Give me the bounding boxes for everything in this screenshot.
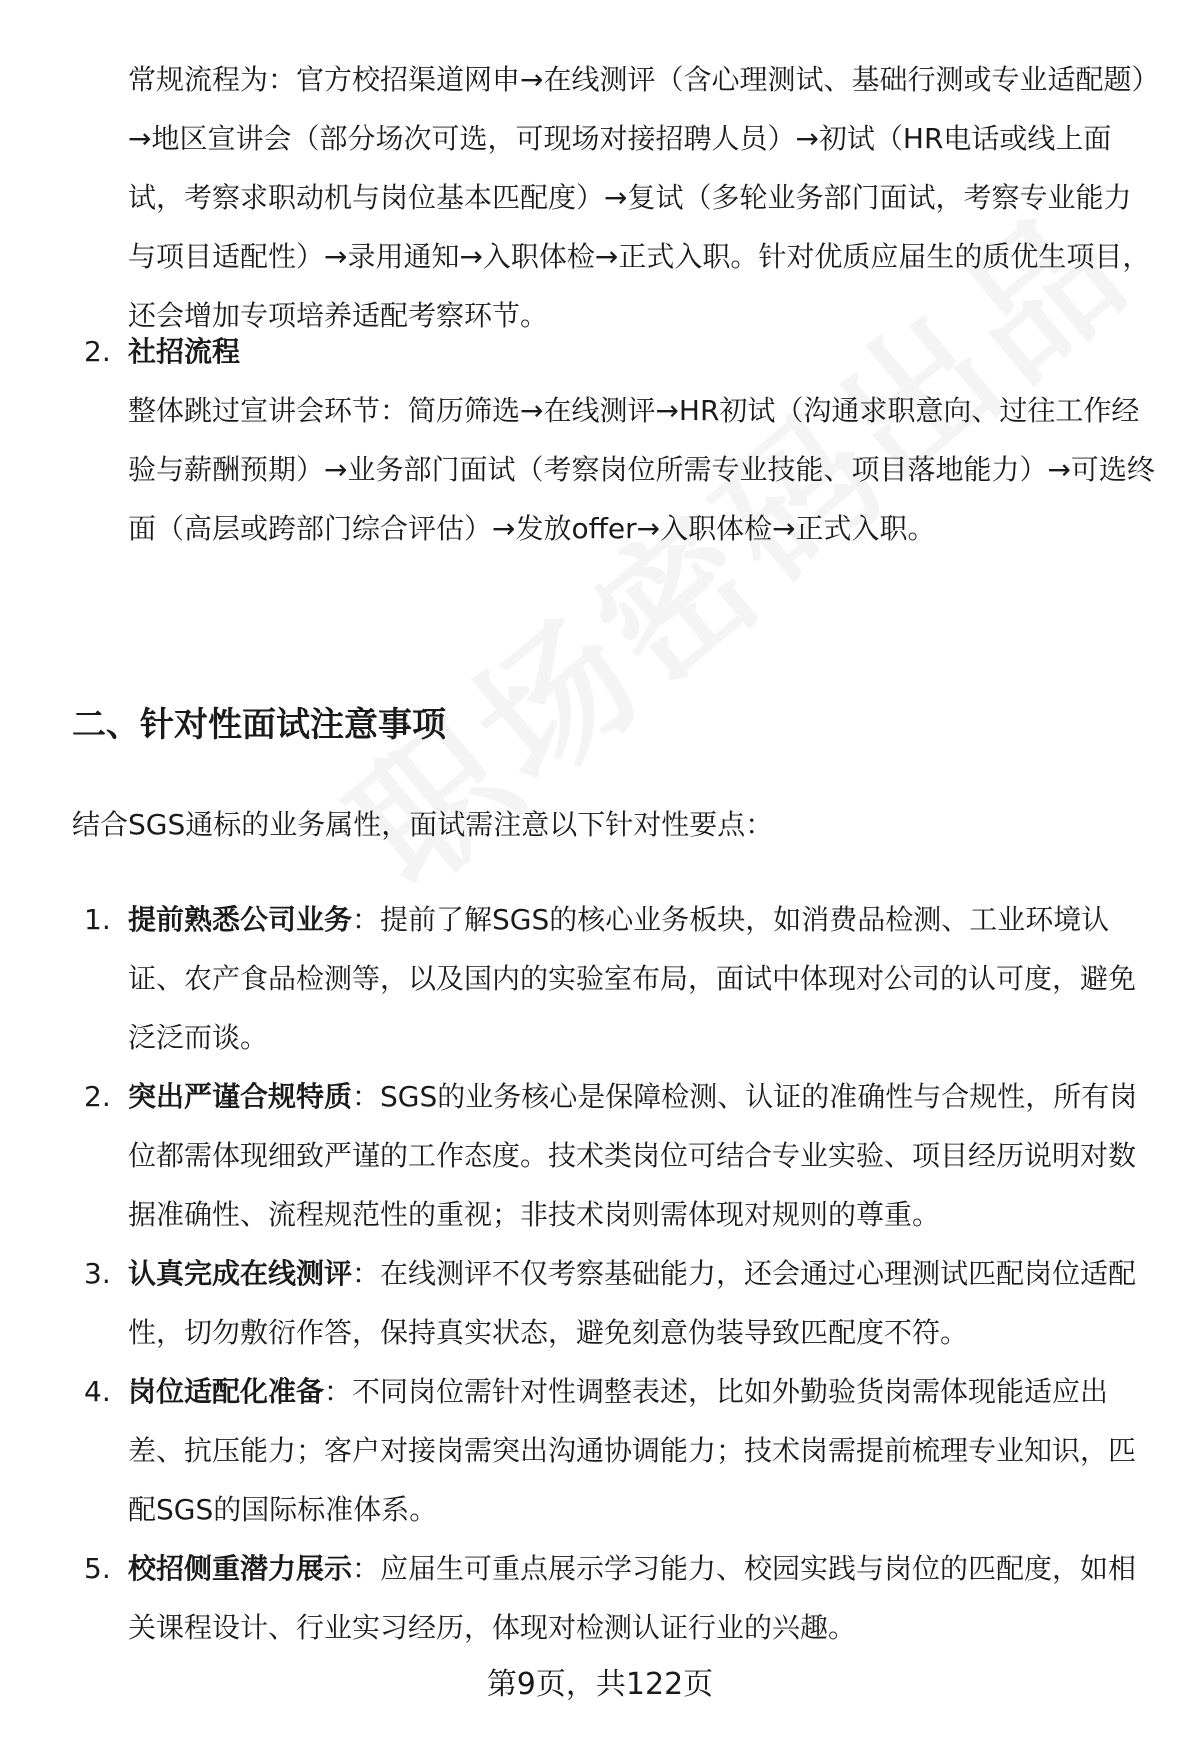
list-item-title: 提前熟悉公司业务 <box>128 903 353 936</box>
list-body <box>128 1244 1158 1362</box>
list-item-text: ：提前了解SGS的核心业务板块，如消费品检测、工业环境认证、农产食品检测等，以及国内的实验室布局，面试中体现对公司的认可度，避免泛泛而谈。 <box>128 903 1137 1054</box>
list-item-title: 岗位适配化准备 <box>128 1375 325 1408</box>
list-item-text: ：SGS的业务核心是保障检测、认证的准确性与合规性，所有岗位都需体现细致严谨的工作态度。技术类岗位可结合专业实验、项目经历说明对数据准确性、流程规范性的重视；非技术岗则需体现对规则的尊重。 <box>128 1080 1138 1231</box>
section-heading: 二、针对性面试注意事项 <box>72 705 446 745</box>
process-paragraph-campus: 常规流程为：官方校招渠道网申→在线测评（含心理测试、基础行测或专业适配题）→地区宣讲会（部分场次可选，可现场对接招聘人员）→初试（HR电话或线上面试，考察求职动机与岗位基本匹配度）→复试（多轮业务部门面试，考察专业能力与项目适配性）→录用通知→入职体检→正式入职。针对优质应届生的质优生项目，还会增加专项培养适配考察环节。 <box>128 63 1151 332</box>
list-body <box>128 1539 1158 1657</box>
list-item-title: 突出严谨合规特质 <box>128 1080 353 1113</box>
list-item-title: 社招流程 <box>128 335 241 368</box>
list-body <box>128 1067 1158 1244</box>
list-number: 4. <box>84 1375 111 1408</box>
list-item-title: 校招侧重潜力展示 <box>128 1552 353 1585</box>
page-number: 第9页，共122页 <box>486 1667 714 1702</box>
list-number: 2. <box>84 1080 111 1113</box>
list-body <box>128 1362 1158 1539</box>
list-number: 3. <box>84 1257 111 1290</box>
list-number: 2. <box>84 335 111 368</box>
section-intro: 结合SGS通标的业务属性，面试需注意以下针对性要点： <box>72 808 774 841</box>
list-item-text: ：不同岗位需针对性调整表述，比如外勤验货岗需体现能适应出差、抗压能力；客户对接岗需突出沟通协调能力；技术岗需提前梳理专业知识，匹配SGS的国际标准体系。 <box>128 1375 1137 1526</box>
list-body <box>128 890 1158 1067</box>
list-item-text: ：在线测评不仅考察基础能力，还会通过心理测试匹配岗位适配性，切勿敷衍作答，保持真实状态，避免刻意伪装导致匹配度不符。 <box>128 1257 1137 1349</box>
list-number: 5. <box>84 1552 111 1585</box>
list-item-text: ：应届生可重点展示学习能力、校园实践与岗位的匹配度，如相关课程设计、行业实习经历，体现对检测认证行业的兴趣。 <box>128 1552 1137 1644</box>
list-item-title: 认真完成在线测评 <box>128 1257 353 1290</box>
list-number: 1. <box>84 903 111 936</box>
list-item-text: 整体跳过宣讲会环节：简历筛选→在线测评→HR初试（沟通求职意向、过往工作经验与薪酬预期）→业务部门面试（考察岗位所需专业技能、项目落地能力）→可选终面（高层或跨部门综合评估）→发放offer→入职体检→正式入职。 <box>128 394 1155 545</box>
list-body <box>128 322 1158 558</box>
